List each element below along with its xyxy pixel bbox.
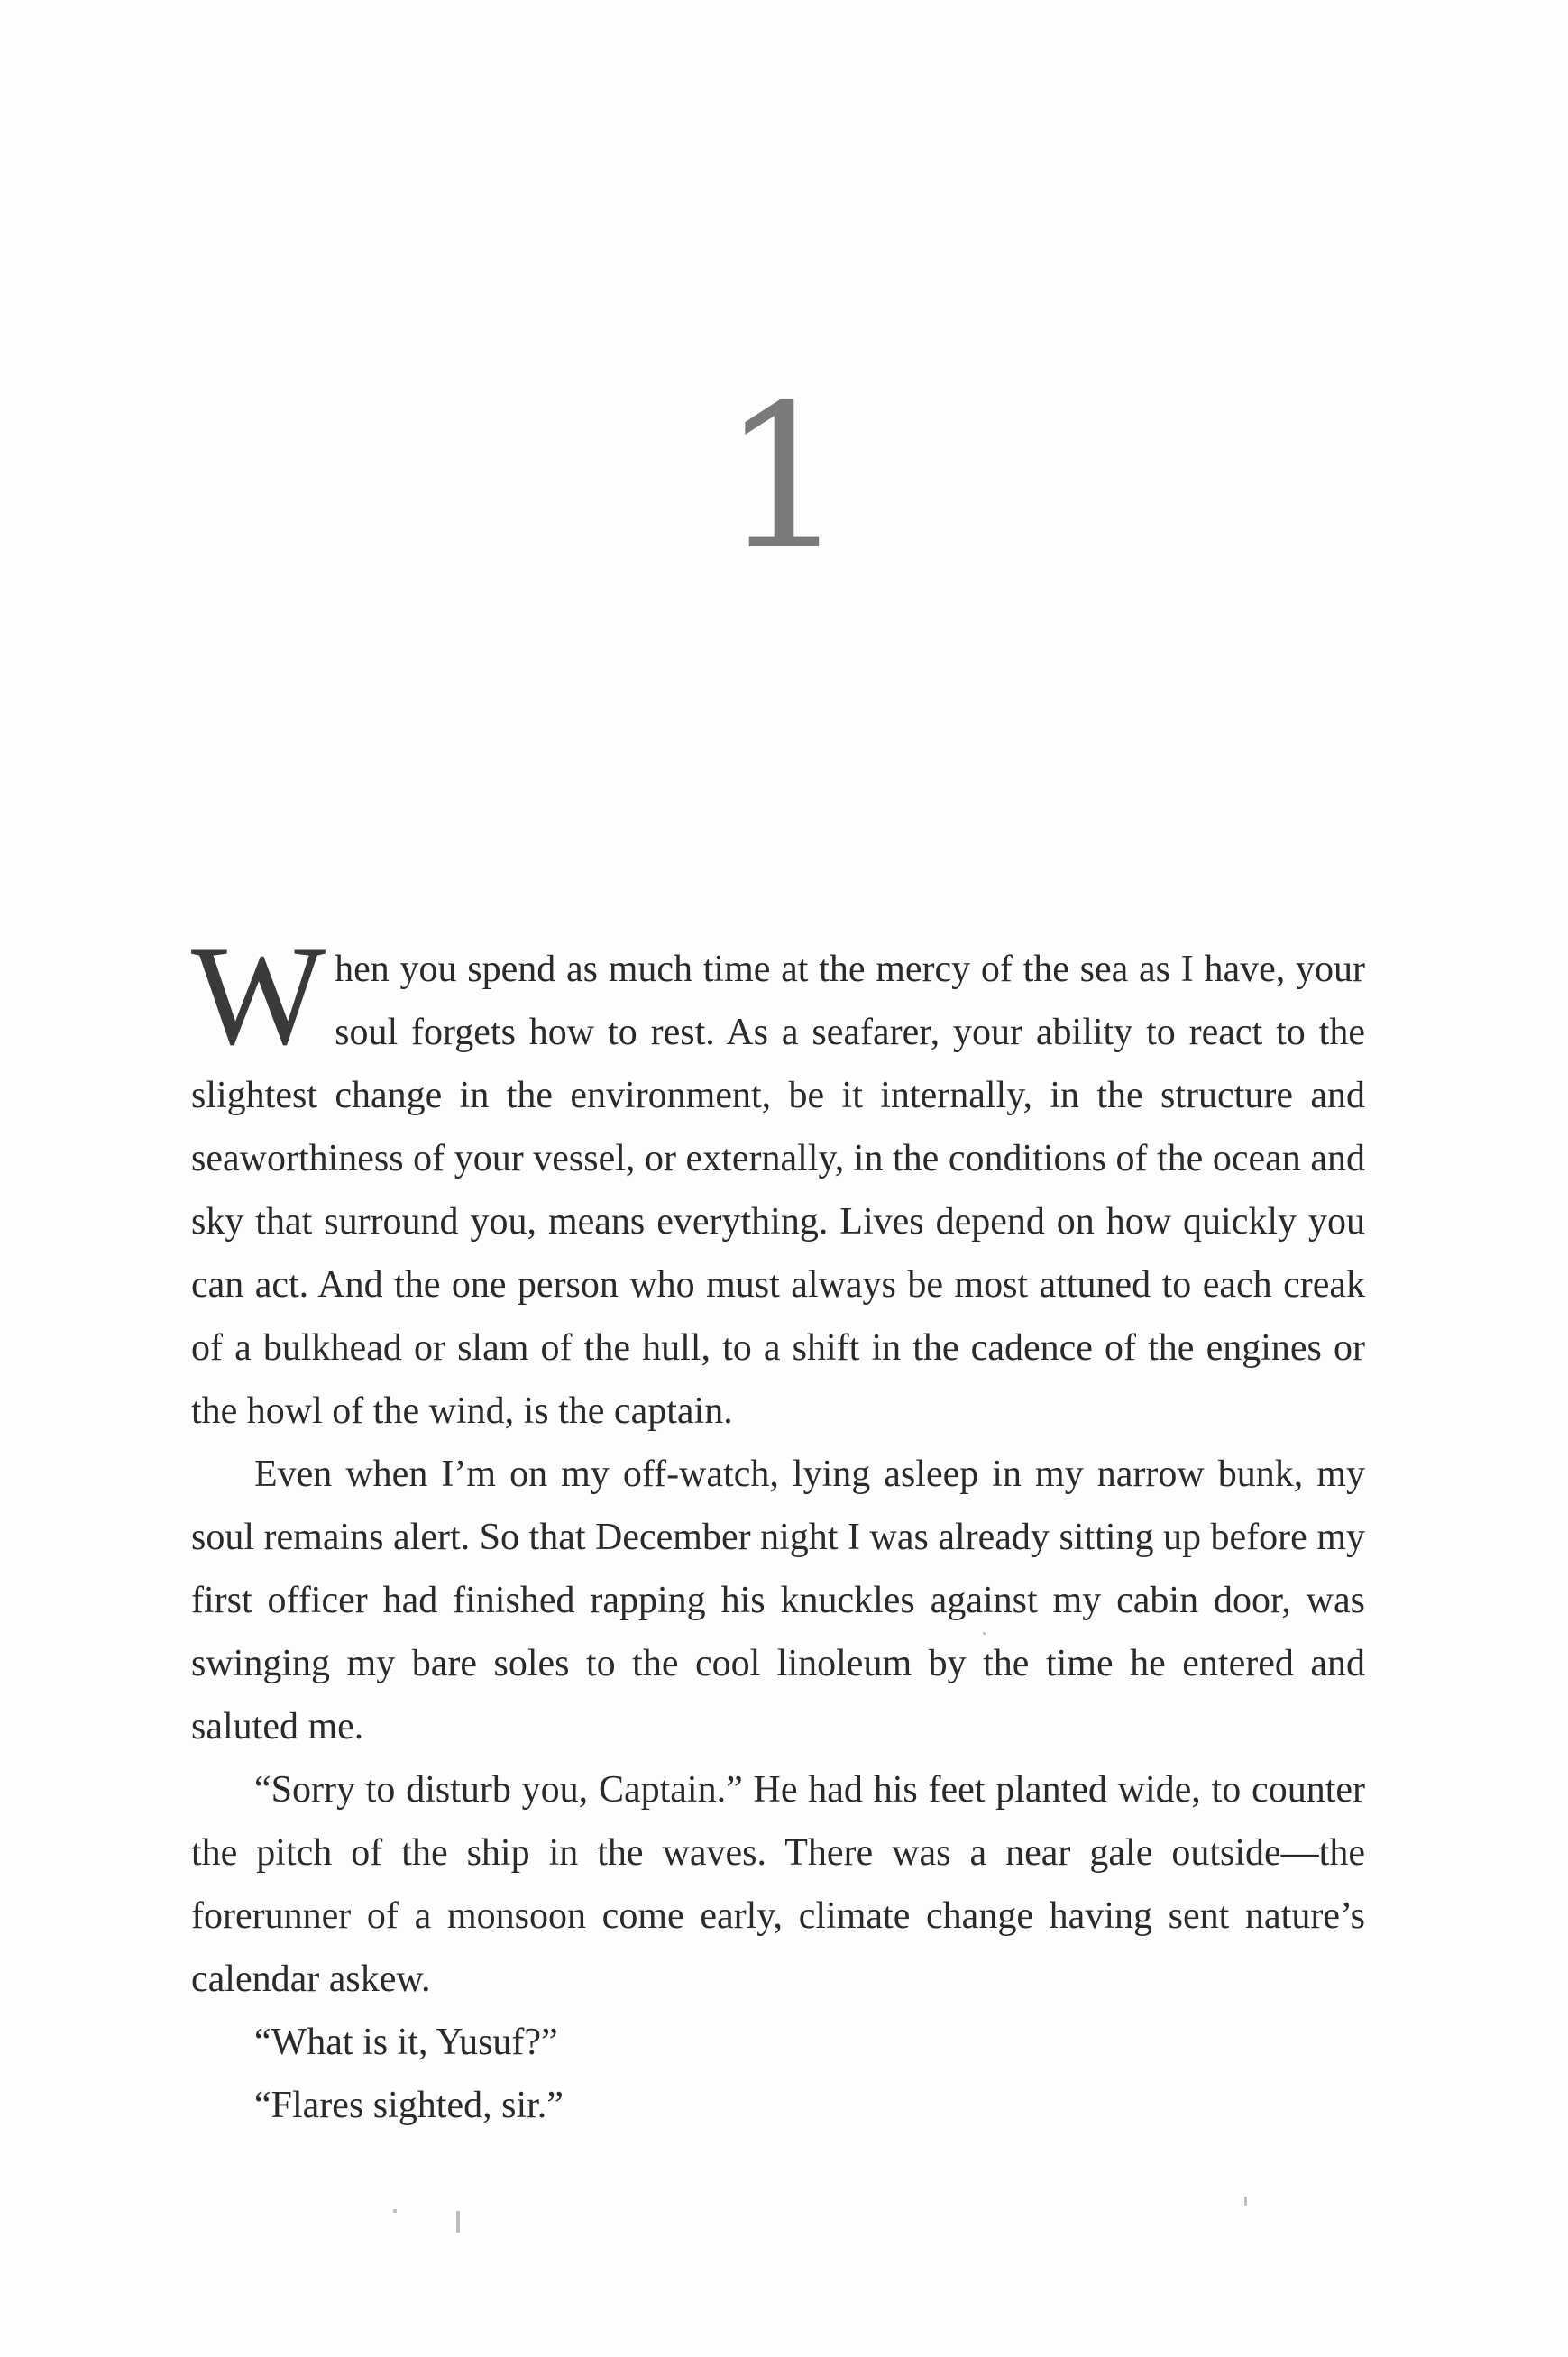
scan-speck [456,2211,460,2233]
scan-speck [1244,2197,1247,2206]
chapter-number: 1 [720,362,848,593]
paragraph-2: Even when I’m on my off-watch, lying asleep in my narrow bunk, my soul remains alert. So that December night I was already sitting up before my first officer had finished rapping his knuckles against my cabin door, was swinging my bare soles to the cool linoleum by the time he entered and saluted me. [191,1454,1365,1747]
paragraph-5: “Flares sighted, sir.” [254,2085,564,2126]
paragraph-3: “Sorry to disturb you, Captain.” He had his feet planted wide, to counter the pitch of the ship in the waves. There was a near gale outside—the forerunner of a monsoon come early, climate change having sent nature’s calendar askew. [191,1769,1365,2000]
paragraph-4: “What is it, Yusuf?” [254,2022,558,2063]
scan-speck [393,2209,397,2213]
drop-cap: W [191,917,326,1075]
paragraph-1 [191,917,1365,1443]
paragraph-1-text: hen you spend as much time at the mercy of the sea as I have, your soul forgets how to rest. As a seafarer, your ability to react to the slightest change in the environment, be it internally, in the structure and seaworthiness of your vessel, or externally, in the conditions of the ocean and sky that surround you, means everything. Lives depend on how quickly you can act. And the one person who must always be most attuned to each creak of a bulkhead or slam of the hull, to a shift in the cadence of the engines or the howl of the wind, is the captain. [191,949,1365,1432]
scan-speck [983,1632,986,1635]
chapter-body [191,917,1365,2137]
